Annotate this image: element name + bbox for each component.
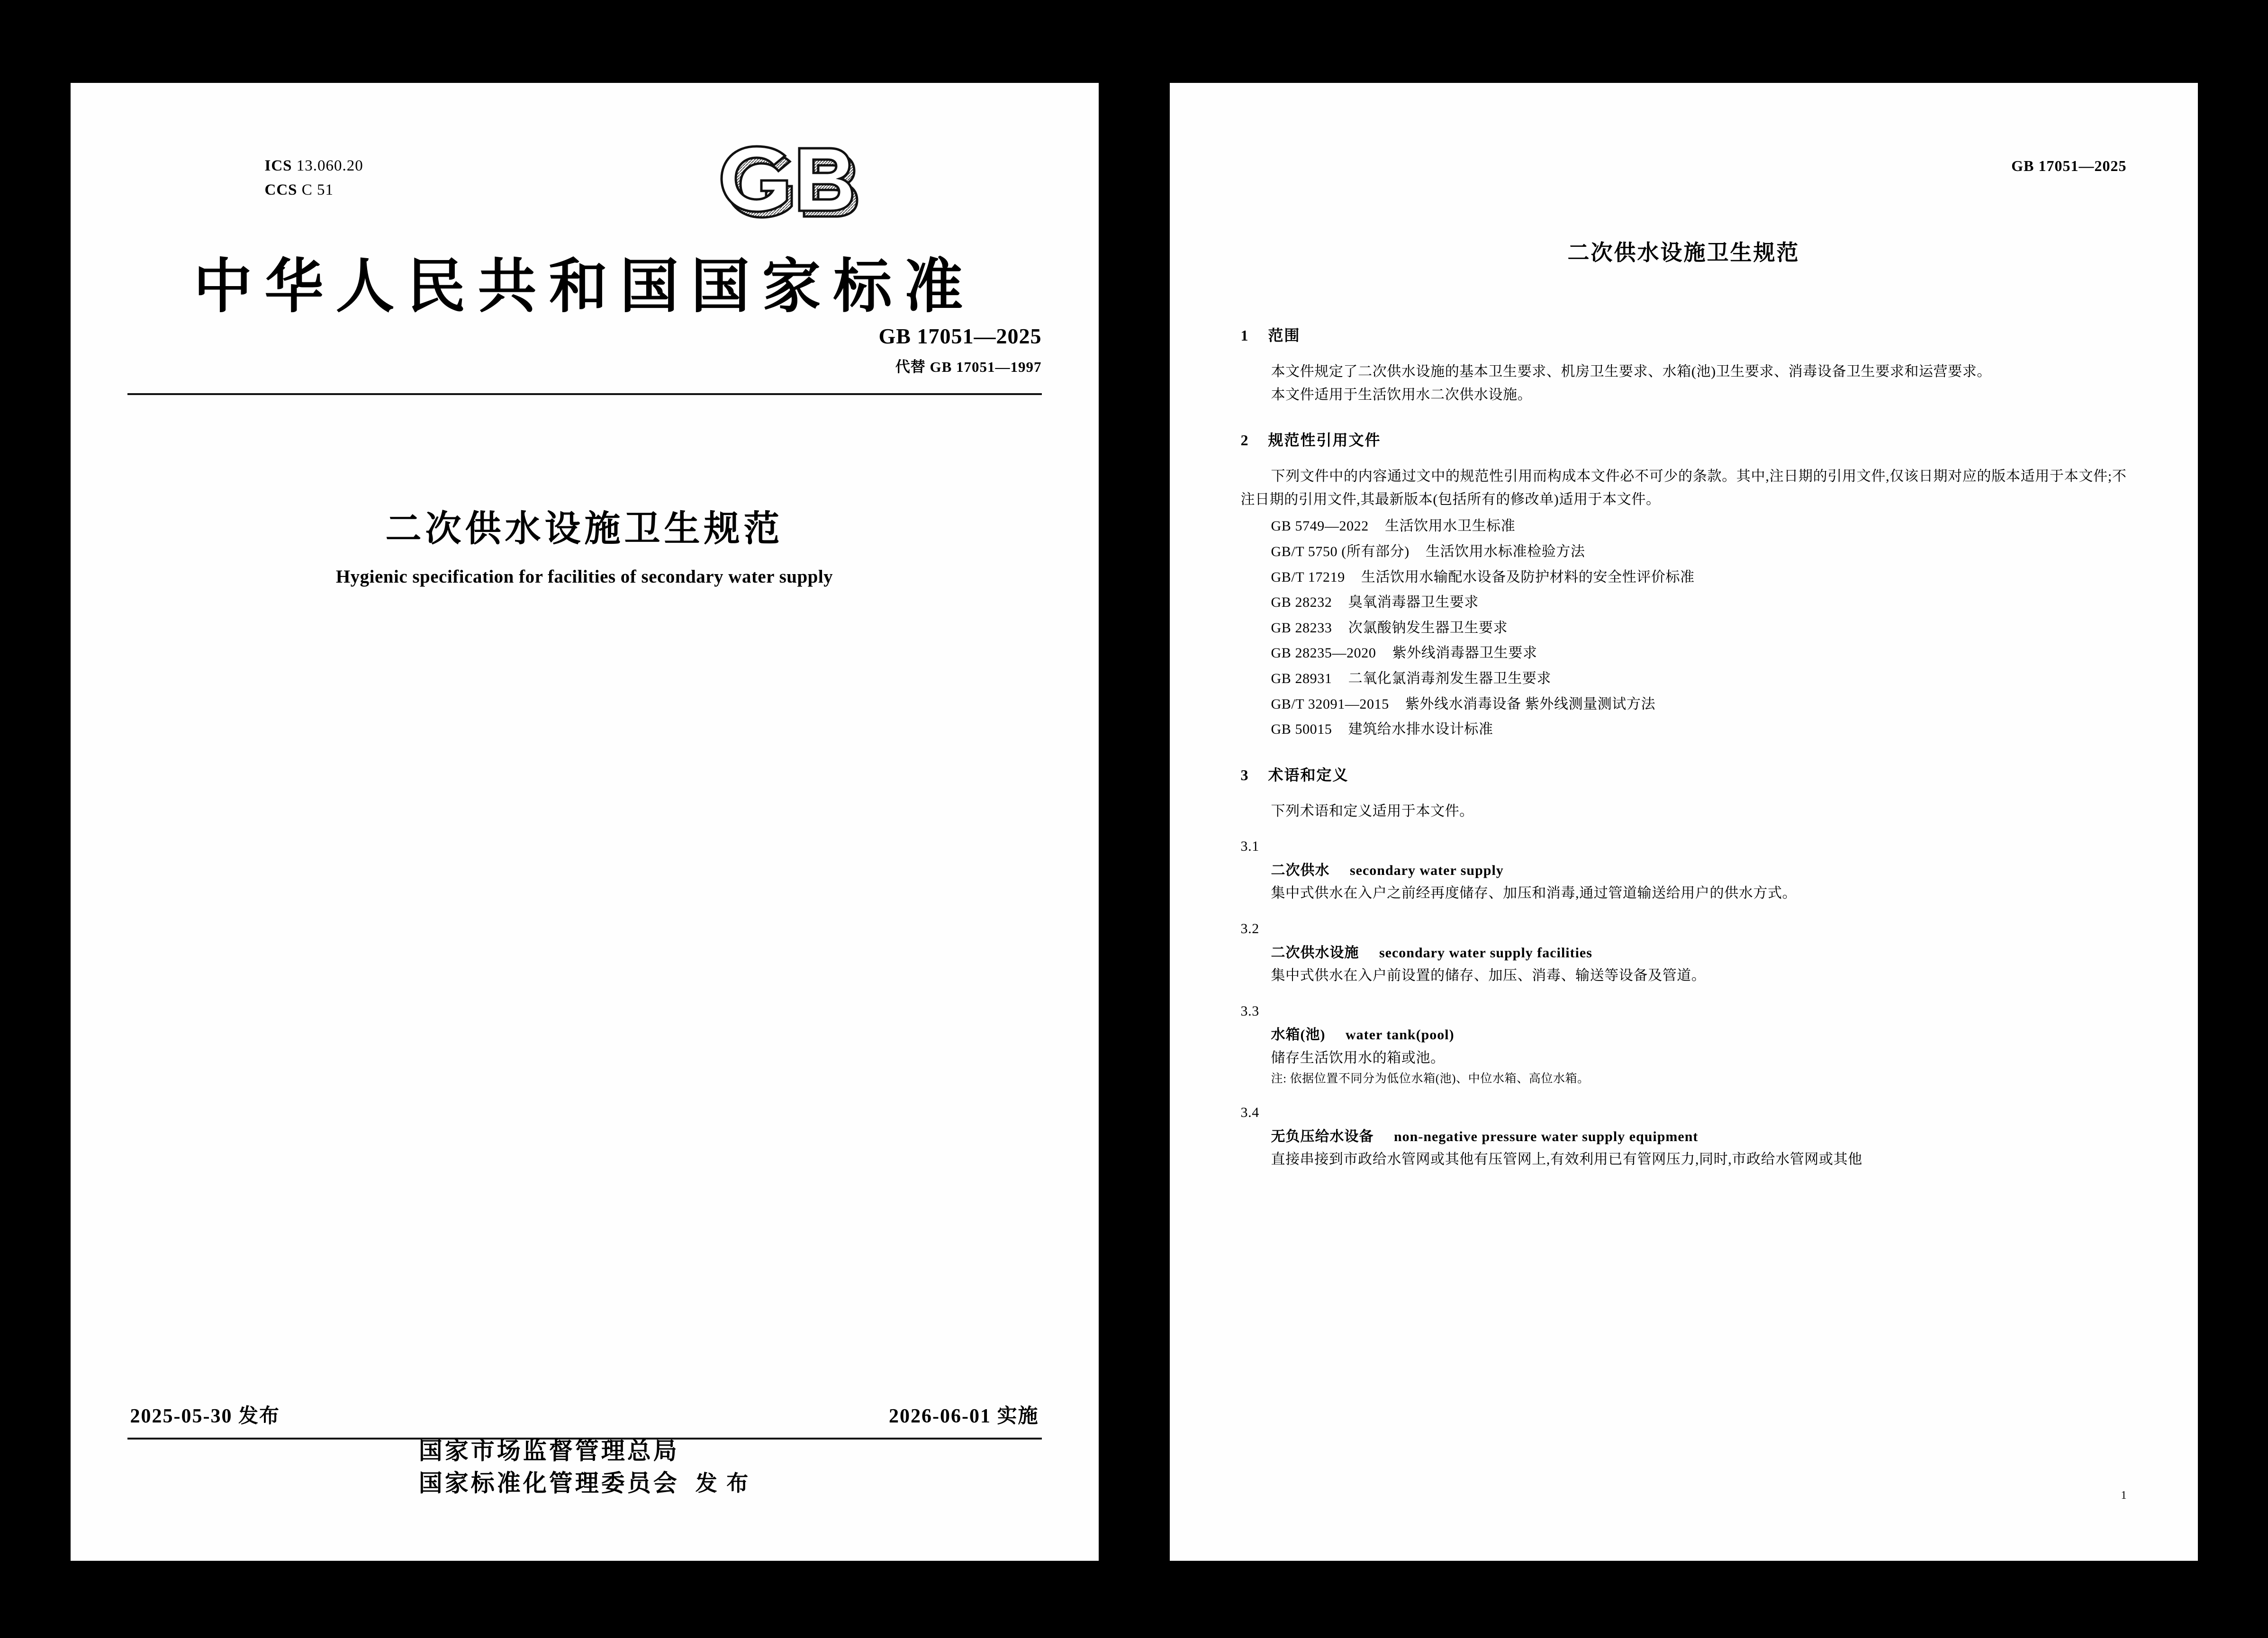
date-row: [127, 1400, 1042, 1435]
ccs-value: C 51: [301, 181, 334, 199]
list-item: [1241, 566, 2127, 589]
term-definition: 储存生活饮用水的箱或池。: [1271, 1050, 1445, 1066]
list-item: [1241, 667, 2127, 691]
reference-title: 紫外线水消毒设备 紫外线测量测试方法: [1405, 696, 1656, 712]
term-definition: 集中式供水在入户前设置的储存、加压、消毒、输送等设备及管道。: [1271, 968, 1706, 984]
term-name-cn: 二次供水: [1271, 862, 1330, 878]
list-item: [1241, 540, 2127, 564]
section-heading-terms-definitions: [1241, 763, 2127, 788]
term-definition: 集中式供水在入户之前经再度储存、加压和消毒,通过管道输送给用户的供水方式。: [1271, 885, 1797, 901]
reference-code: GB 50015: [1271, 721, 1332, 738]
reference-code: GB/T 5750 (所有部分): [1271, 543, 1410, 559]
term-name: [1241, 859, 2127, 882]
terms-intro: 下列术语和定义适用于本文件。: [1271, 803, 1474, 819]
list-item: [1241, 718, 2127, 741]
reference-title: 生活饮用水输配水设备及防护材料的安全性评价标准: [1361, 569, 1695, 585]
divider-top: [127, 393, 1042, 395]
list-item: [1241, 515, 2127, 538]
section-name-1: 范围: [1268, 327, 1301, 344]
section-name-3: 术语和定义: [1268, 766, 1349, 783]
standard-number: GB 17051—2025: [878, 324, 1042, 348]
reference-title: 生活饮用水标准检验方法: [1425, 543, 1585, 559]
section-number-1: 1: [1240, 327, 1249, 344]
page-number: 1: [2121, 1489, 2127, 1502]
document-title-cn: 二次供水设施卫生规范: [385, 509, 784, 549]
term-name-cn: 水箱(池): [1271, 1027, 1326, 1043]
reference-title: 臭氧消毒器卫生要求: [1348, 594, 1479, 611]
gb-emblem-icon: [701, 135, 900, 223]
normative-paragraph: 下列文件中的内容通过文中的规范性引用而构成本文件必不可少的条款。其中,注日期的引用文件,仅该日期对应的版本适用于本文件;不注日期的引用文件,其最新版本(包括所有的修改单)适用于本文件。: [1240, 468, 2127, 507]
reference-code: GB/T 32091—2015: [1271, 696, 1389, 712]
content-page: [1170, 83, 2198, 1561]
term-entry: [1241, 1000, 2127, 1089]
reference-code: GB 5749—2022: [1271, 518, 1369, 534]
content-page-title: 二次供水设施卫生规范: [1567, 240, 1800, 265]
reference-title: 次氯酸钠发生器卫生要求: [1348, 620, 1508, 636]
ccs-label: CCS: [264, 181, 298, 199]
ics-label: ICS: [264, 157, 292, 174]
ics-ccs-block: [265, 154, 363, 202]
section-number-2: 2: [1240, 432, 1249, 449]
term-entry: [1241, 918, 2127, 988]
term-entry: [1241, 835, 2127, 905]
list-item: [1241, 617, 2127, 640]
national-standard-title: 中华人民共和国国家标准: [193, 254, 976, 319]
term-name-en: secondary water supply facilities: [1379, 945, 1592, 961]
issuer-verb: 发 布: [695, 1471, 750, 1495]
reference-title: 建筑给水排水设计标准: [1348, 721, 1493, 738]
list-item: [1241, 642, 2127, 665]
cover-page: [71, 83, 1099, 1561]
scope-paragraph-1: 本文件规定了二次供水设施的基本卫生要求、机房卫生要求、水箱(池)卫生要求、消毒设备卫生要求和运营要求。: [1271, 364, 1992, 380]
reference-code: GB 28931: [1271, 670, 1332, 686]
scope-paragraph-2: 本文件适用于生活饮用水二次供水设施。: [1271, 387, 1532, 403]
term-number: 3.1: [1240, 838, 1259, 855]
reference-code: GB 28235—2020: [1271, 645, 1376, 661]
effective-date: 2026-06-01 实施: [889, 1405, 1039, 1427]
section-heading-normative-references: [1241, 428, 2127, 453]
term-name-en: secondary water supply: [1350, 862, 1504, 878]
term-number: 3.3: [1240, 1003, 1259, 1019]
section-number-3: 3: [1240, 766, 1249, 783]
ics-value: 13.060.20: [296, 157, 363, 174]
term-name-cn: 无负压给水设备: [1271, 1128, 1374, 1144]
reference-title: 紫外线消毒器卫生要求: [1392, 645, 1537, 661]
term-name-cn: 二次供水设施: [1271, 945, 1359, 961]
reference-code: GB 28233: [1271, 620, 1332, 636]
replaced-standard: 代替 GB 17051—1997: [895, 359, 1042, 375]
document-title-en: Hygienic specification for facilities of secondary water supply: [335, 567, 833, 587]
term-name-en: water tank(pool): [1345, 1027, 1455, 1043]
term-name: [1241, 942, 2127, 965]
list-item: [1241, 591, 2127, 614]
term-entry: [1241, 1101, 2127, 1171]
reference-title: 生活饮用水卫生标准: [1384, 518, 1516, 534]
term-name: [1241, 1125, 2127, 1149]
section-name-2: 规范性引用文件: [1268, 432, 1381, 449]
running-header-standard-no: GB 17051—2025: [2011, 157, 2127, 174]
term-name-en: non-negative pressure water supply equipment: [1394, 1128, 1699, 1144]
term-number: 3.4: [1240, 1104, 1259, 1120]
issuer-block: [127, 1435, 1042, 1499]
issuer-line-2: 国家标准化管理委员会: [418, 1469, 679, 1496]
term-name: [1241, 1024, 2127, 1047]
issue-date: 2025-05-30 发布: [130, 1405, 280, 1427]
normative-reference-list: [1241, 515, 2127, 741]
reference-title: 二氧化氯消毒剂发生器卫生要求: [1348, 670, 1551, 686]
term-definition: 直接串接到市政给水管网或其他有压管网上,有效利用已有管网压力,同时,市政给水管网或其他: [1271, 1152, 1862, 1168]
list-item: [1241, 693, 2127, 716]
section-heading-scope: [1241, 324, 2127, 348]
reference-code: GB/T 17219: [1271, 569, 1345, 585]
issuer-line-1: 国家市场监督管理总局: [418, 1438, 679, 1464]
term-note: 注: 依据位置不同分为低位水箱(池)、中位水箱、高位水箱。: [1271, 1072, 1590, 1086]
term-number: 3.2: [1240, 920, 1259, 936]
reference-code: GB 28232: [1271, 594, 1332, 611]
